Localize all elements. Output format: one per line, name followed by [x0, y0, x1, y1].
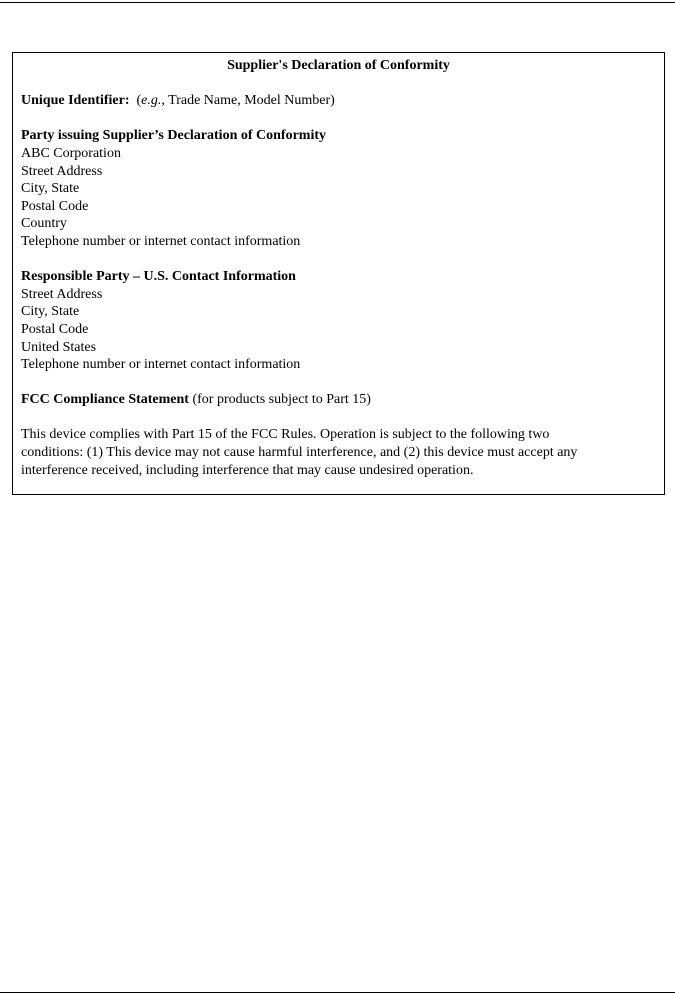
spacer	[21, 251, 656, 269]
fcc-statement-line: conditions: (1) This device may not cause harmful interference, and (2) this device must accept any	[21, 445, 578, 461]
unique-identifier-open-paren: (	[136, 93, 142, 109]
sdoc-box	[12, 52, 665, 495]
bottom-rule	[0, 992, 675, 993]
fcc-heading-line	[21, 391, 656, 409]
issuing-party-heading: Party issuing Supplier’s Declaration of Conformity	[21, 128, 326, 144]
spacer	[21, 110, 656, 128]
responsible-party-heading: Responsible Party – U.S. Contact Information	[21, 269, 296, 285]
spacer	[21, 409, 656, 427]
fcc-heading-note: (for products subject to Part 15)	[188, 392, 371, 408]
unique-identifier-eg: e.g.,	[141, 93, 165, 109]
fcc-statement-line: interference received, including interference that may cause undesired operation.	[21, 462, 474, 478]
issuing-party-line: ABC Corporation	[21, 145, 121, 161]
issuing-party-line: Country	[21, 216, 67, 232]
fcc-statement-line: This device complies with Part 15 of the FCC Rules. Operation is subject to the following two	[21, 427, 550, 443]
spacer	[21, 75, 656, 93]
responsible-party-line: United States	[21, 339, 97, 355]
issuing-party-line: City, State	[21, 181, 80, 197]
fcc-heading: FCC Compliance Statement	[21, 392, 189, 408]
unique-identifier-line	[21, 92, 656, 110]
issuing-party-line: Postal Code	[21, 198, 89, 214]
responsible-party-line: Street Address	[21, 286, 103, 302]
spacer	[21, 374, 656, 392]
unique-identifier-rest: Trade Name, Model Number)	[164, 93, 335, 109]
issuing-party-line: Street Address	[21, 163, 103, 179]
issuing-party-line: Telephone number or internet contact information	[21, 233, 301, 249]
responsible-party-line: Telephone number or internet contact information	[21, 357, 301, 373]
top-rule	[0, 2, 675, 3]
document-title: Supplier's Declaration of Conformity	[227, 58, 450, 73]
responsible-party-line: Postal Code	[21, 321, 89, 337]
responsible-party-line: City, State	[21, 304, 80, 320]
unique-identifier-label: Unique Identifier:	[21, 93, 130, 109]
